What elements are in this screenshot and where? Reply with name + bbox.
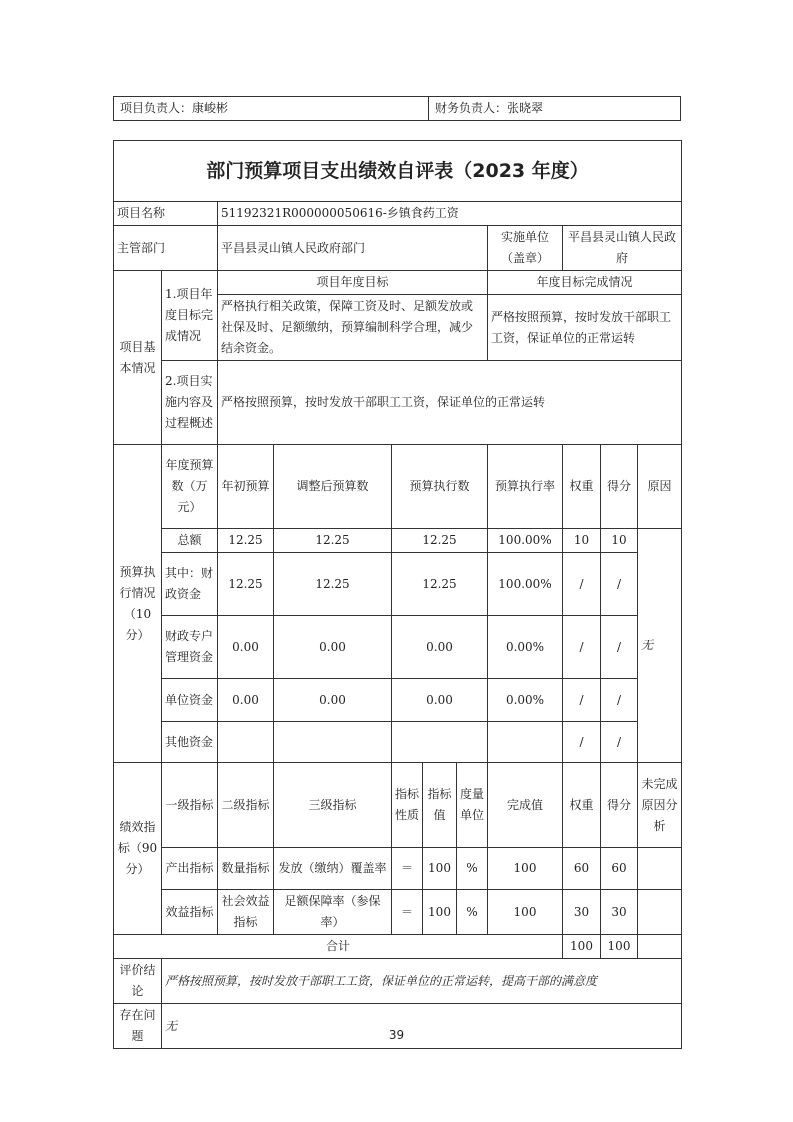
budget-cell [488,722,563,763]
dept-label: 主管部门 [114,226,218,271]
budget-header: 调整后预算数 [274,445,392,529]
budget-cell: 其他资金 [162,722,218,763]
perf-header: 度量单位 [457,763,488,848]
perf-cell: 数量指标 [218,848,274,890]
perf-header: 得分 [601,763,638,848]
budget-cell: 0.00 [218,679,274,722]
perf-cell: 100 [423,890,457,935]
perf-cell: 足额保障率（参保率） [274,890,392,935]
impl-content-text: 严格按照预算，按时发放干部职工工资，保证单位的正常运转 [218,361,682,445]
budget-label: 预算执行情况（10分） [114,445,162,763]
perf-cell: % [457,848,488,890]
budget-cell: / [563,616,601,679]
impl-content-label: 2.项目实施内容及过程概述 [162,361,218,445]
budget-row [114,529,682,553]
perf-header: 一级指标 [162,763,218,848]
perf-header: 未完成原因分析 [638,763,682,848]
perf-cell: 发放（缴纳）覆盖率 [274,848,392,890]
project-lead: 项目负责人：康峻彬 [114,97,429,121]
budget-cell: 10 [563,529,601,553]
budget-cell: / [601,553,638,616]
goal-label: 1.项目年度目标完成情况 [162,271,218,361]
conclusion-label: 评价结论 [114,959,162,1004]
budget-cell: 0.00 [218,616,274,679]
perf-cell: 100 [488,848,563,890]
impl-unit-label: 实施单位（盖章） [488,226,563,271]
budget-header: 年初预算 [218,445,274,529]
budget-cell: 单位资金 [162,679,218,722]
perf-header: 三级指标 [274,763,392,848]
total-label: 合计 [114,935,563,959]
budget-cell: / [563,722,601,763]
budget-cell: 0.00 [274,679,392,722]
project-name-label: 项目名称 [114,202,218,226]
goal-header: 项目年度目标 [218,271,488,295]
perf-cell: 60 [563,848,601,890]
budget-cell: 0.00% [488,616,563,679]
perf-cell: 社会效益指标 [218,890,274,935]
budget-cell: 12.25 [392,529,488,553]
perf-label: 绩效指标（90分） [114,763,162,935]
budget-header: 得分 [601,445,638,529]
budget-cell: 12.25 [274,529,392,553]
total-score: 100 [601,935,638,959]
budget-cell: / [601,616,638,679]
perf-header: 指标性质 [392,763,423,848]
budget-header: 年度预算数（万元） [162,445,218,529]
perf-header: 二级指标 [218,763,274,848]
budget-cell: / [563,553,601,616]
budget-cell: 12.25 [274,553,392,616]
impl-unit: 平昌县灵山镇人民政府 [563,226,682,271]
perf-row [114,848,682,890]
conclusion-text: 严格按照预算，按时发放干部职工工资，保证单位的正常运转，提高干部的满意度 [162,959,682,1004]
perf-cell: ＝ [392,848,423,890]
perf-cell: 100 [488,890,563,935]
budget-cell: 0.00 [274,616,392,679]
budget-cell: / [601,722,638,763]
perf-cell: ＝ [392,890,423,935]
budget-header: 原因 [638,445,682,529]
budget-header: 权重 [563,445,601,529]
perf-cell: 产出指标 [162,848,218,890]
budget-cell: 10 [601,529,638,553]
budget-cell [392,722,488,763]
total-empty [638,935,682,959]
project-name: 51192321R000000050616-乡镇食药工资 [218,202,682,226]
issues-label: 存在问题 [114,1004,162,1049]
issues-text: 无 [162,1004,682,1049]
budget-cell [218,722,274,763]
dept: 平昌县灵山镇人民政府部门 [218,226,488,271]
page-title: 部门预算项目支出绩效自评表（2023 年度） [114,141,682,202]
budget-reason: 无 [638,529,682,763]
budget-cell: 总额 [162,529,218,553]
perf-cell: 30 [601,890,638,935]
perf-cell: 100 [423,848,457,890]
budget-cell: / [563,679,601,722]
budget-cell: 0.00 [392,616,488,679]
basic-label: 项目基本情况 [114,271,162,445]
perf-cell: % [457,890,488,935]
budget-cell: 0.00 [392,679,488,722]
budget-row [114,722,682,763]
finance-lead: 财务负责人：张晓翠 [429,97,681,121]
responsible-persons-table [113,96,681,121]
perf-cell [638,890,682,935]
perf-cell: 60 [601,848,638,890]
budget-header: 预算执行率 [488,445,563,529]
perf-header: 指标值 [423,763,457,848]
self-evaluation-table [113,140,682,1049]
budget-cell [274,722,392,763]
done-header: 年度目标完成情况 [488,271,682,295]
perf-cell: 30 [563,890,601,935]
perf-header: 权重 [563,763,601,848]
budget-cell: 12.25 [392,553,488,616]
budget-cell: / [601,679,638,722]
budget-cell: 100.00% [488,529,563,553]
perf-header: 完成值 [488,763,563,848]
budget-cell: 0.00% [488,679,563,722]
perf-cell [638,848,682,890]
done-text: 严格按照预算，按时发放干部职工工资，保证单位的正常运转 [488,295,682,361]
budget-header: 预算执行数 [392,445,488,529]
budget-row [114,616,682,679]
total-weight: 100 [563,935,601,959]
budget-cell: 12.25 [218,553,274,616]
budget-cell: 12.25 [218,529,274,553]
budget-row [114,679,682,722]
perf-cell: 效益指标 [162,890,218,935]
page-number: 39 [388,1028,405,1042]
budget-row [114,553,682,616]
perf-row [114,890,682,935]
goal-text: 严格执行相关政策，保障工资及时、足额发放或社保及时、足额缴纳，预算编制科学合理，减少结余资金。 [218,295,488,361]
budget-cell: 财政专户管理资金 [162,616,218,679]
budget-cell: 100.00% [488,553,563,616]
budget-cell: 其中：财政资金 [162,553,218,616]
